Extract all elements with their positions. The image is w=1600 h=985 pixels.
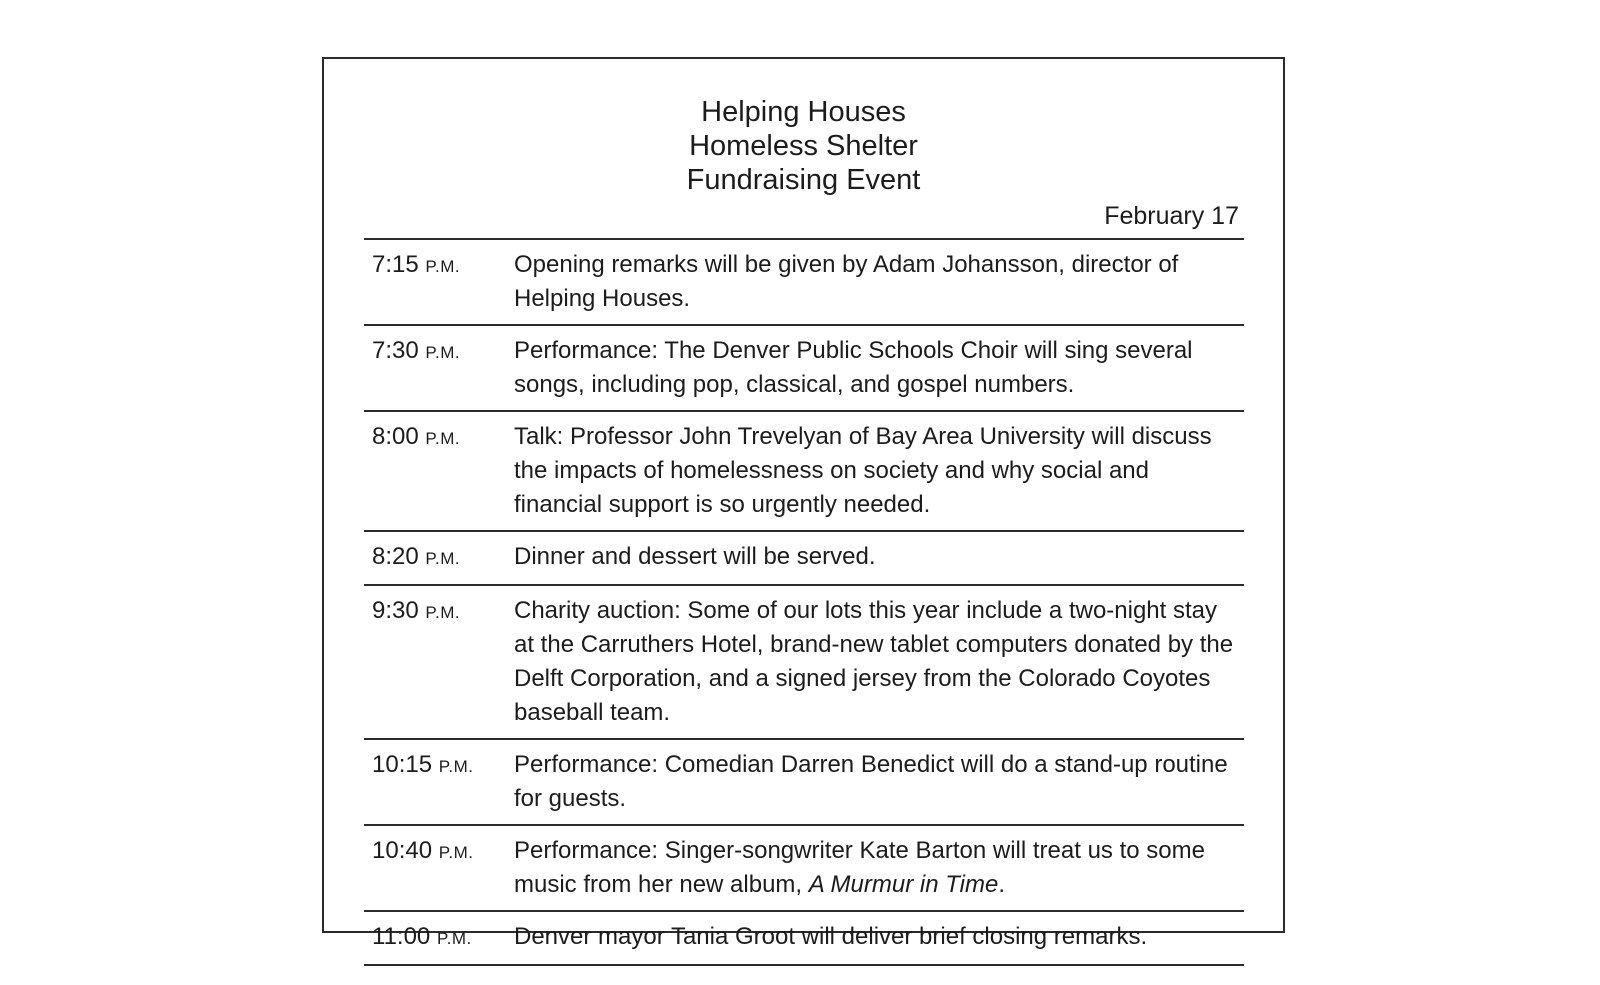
schedule-description: Talk: Professor John Trevelyan of Bay Area University will discuss the impacts of homelessness on society and why social and financial support is so urgently needed.: [514, 423, 1212, 518]
schedule-time: 9:30 P.M.: [372, 597, 461, 624]
schedule-description: Denver mayor Tania Groot will deliver brief closing remarks.: [514, 923, 1148, 950]
schedule-table: [364, 238, 1244, 966]
event-flyer: [322, 57, 1285, 950]
schedule-time: 8:00 P.M.: [372, 423, 461, 450]
schedule-row: [364, 532, 1244, 586]
event-date: February 17: [1104, 202, 1239, 230]
schedule-time: 8:20 P.M.: [372, 543, 461, 570]
schedule-time: 7:30 P.M.: [372, 337, 461, 364]
schedule-row: [364, 740, 1244, 826]
schedule-description: Dinner and dessert will be served.: [514, 543, 876, 570]
title-line-event: Fundraising Event: [686, 164, 921, 196]
schedule-description: Performance: Comedian Darren Benedict will do a stand-up routine for guests.: [514, 751, 1228, 812]
schedule-description: Charity auction: Some of our lots this year include a two-night stay at the Carruthers Hotel, brand-new tablet computers donated by the Delft Corporation, and a signed jersey from the Colorado Coyotes baseball team.: [514, 597, 1234, 726]
album-title: A Murmur in Time: [808, 871, 999, 898]
schedule-description: Opening remarks will be given by Adam Johansson, director of Helping Houses.: [514, 251, 1179, 312]
schedule-row: [364, 240, 1244, 326]
schedule-time: 10:15 P.M.: [372, 751, 474, 778]
event-title: [324, 95, 1283, 197]
schedule-time: 10:40 P.M.: [372, 837, 474, 864]
schedule-time: 11:00 P.M.: [372, 923, 472, 950]
schedule-row: [364, 826, 1244, 912]
description-end: .: [998, 871, 1006, 898]
schedule-row: [364, 912, 1244, 966]
schedule-row: [364, 412, 1244, 532]
title-line-shelter: Homeless Shelter: [689, 130, 918, 162]
schedule-description: Performance: The Denver Public Schools Choir will sing several songs, including pop, classical, and gospel numbers.: [514, 337, 1193, 398]
title-line-organization: Helping Houses: [701, 96, 906, 128]
schedule-row: [364, 586, 1244, 740]
description-text: Performance: Singer-songwriter Kate Barton will treat us to some music from her new album,: [514, 837, 1205, 898]
schedule-time: 7:15 P.M.: [372, 251, 461, 278]
schedule-description: [514, 834, 1244, 902]
schedule-row: [364, 326, 1244, 412]
